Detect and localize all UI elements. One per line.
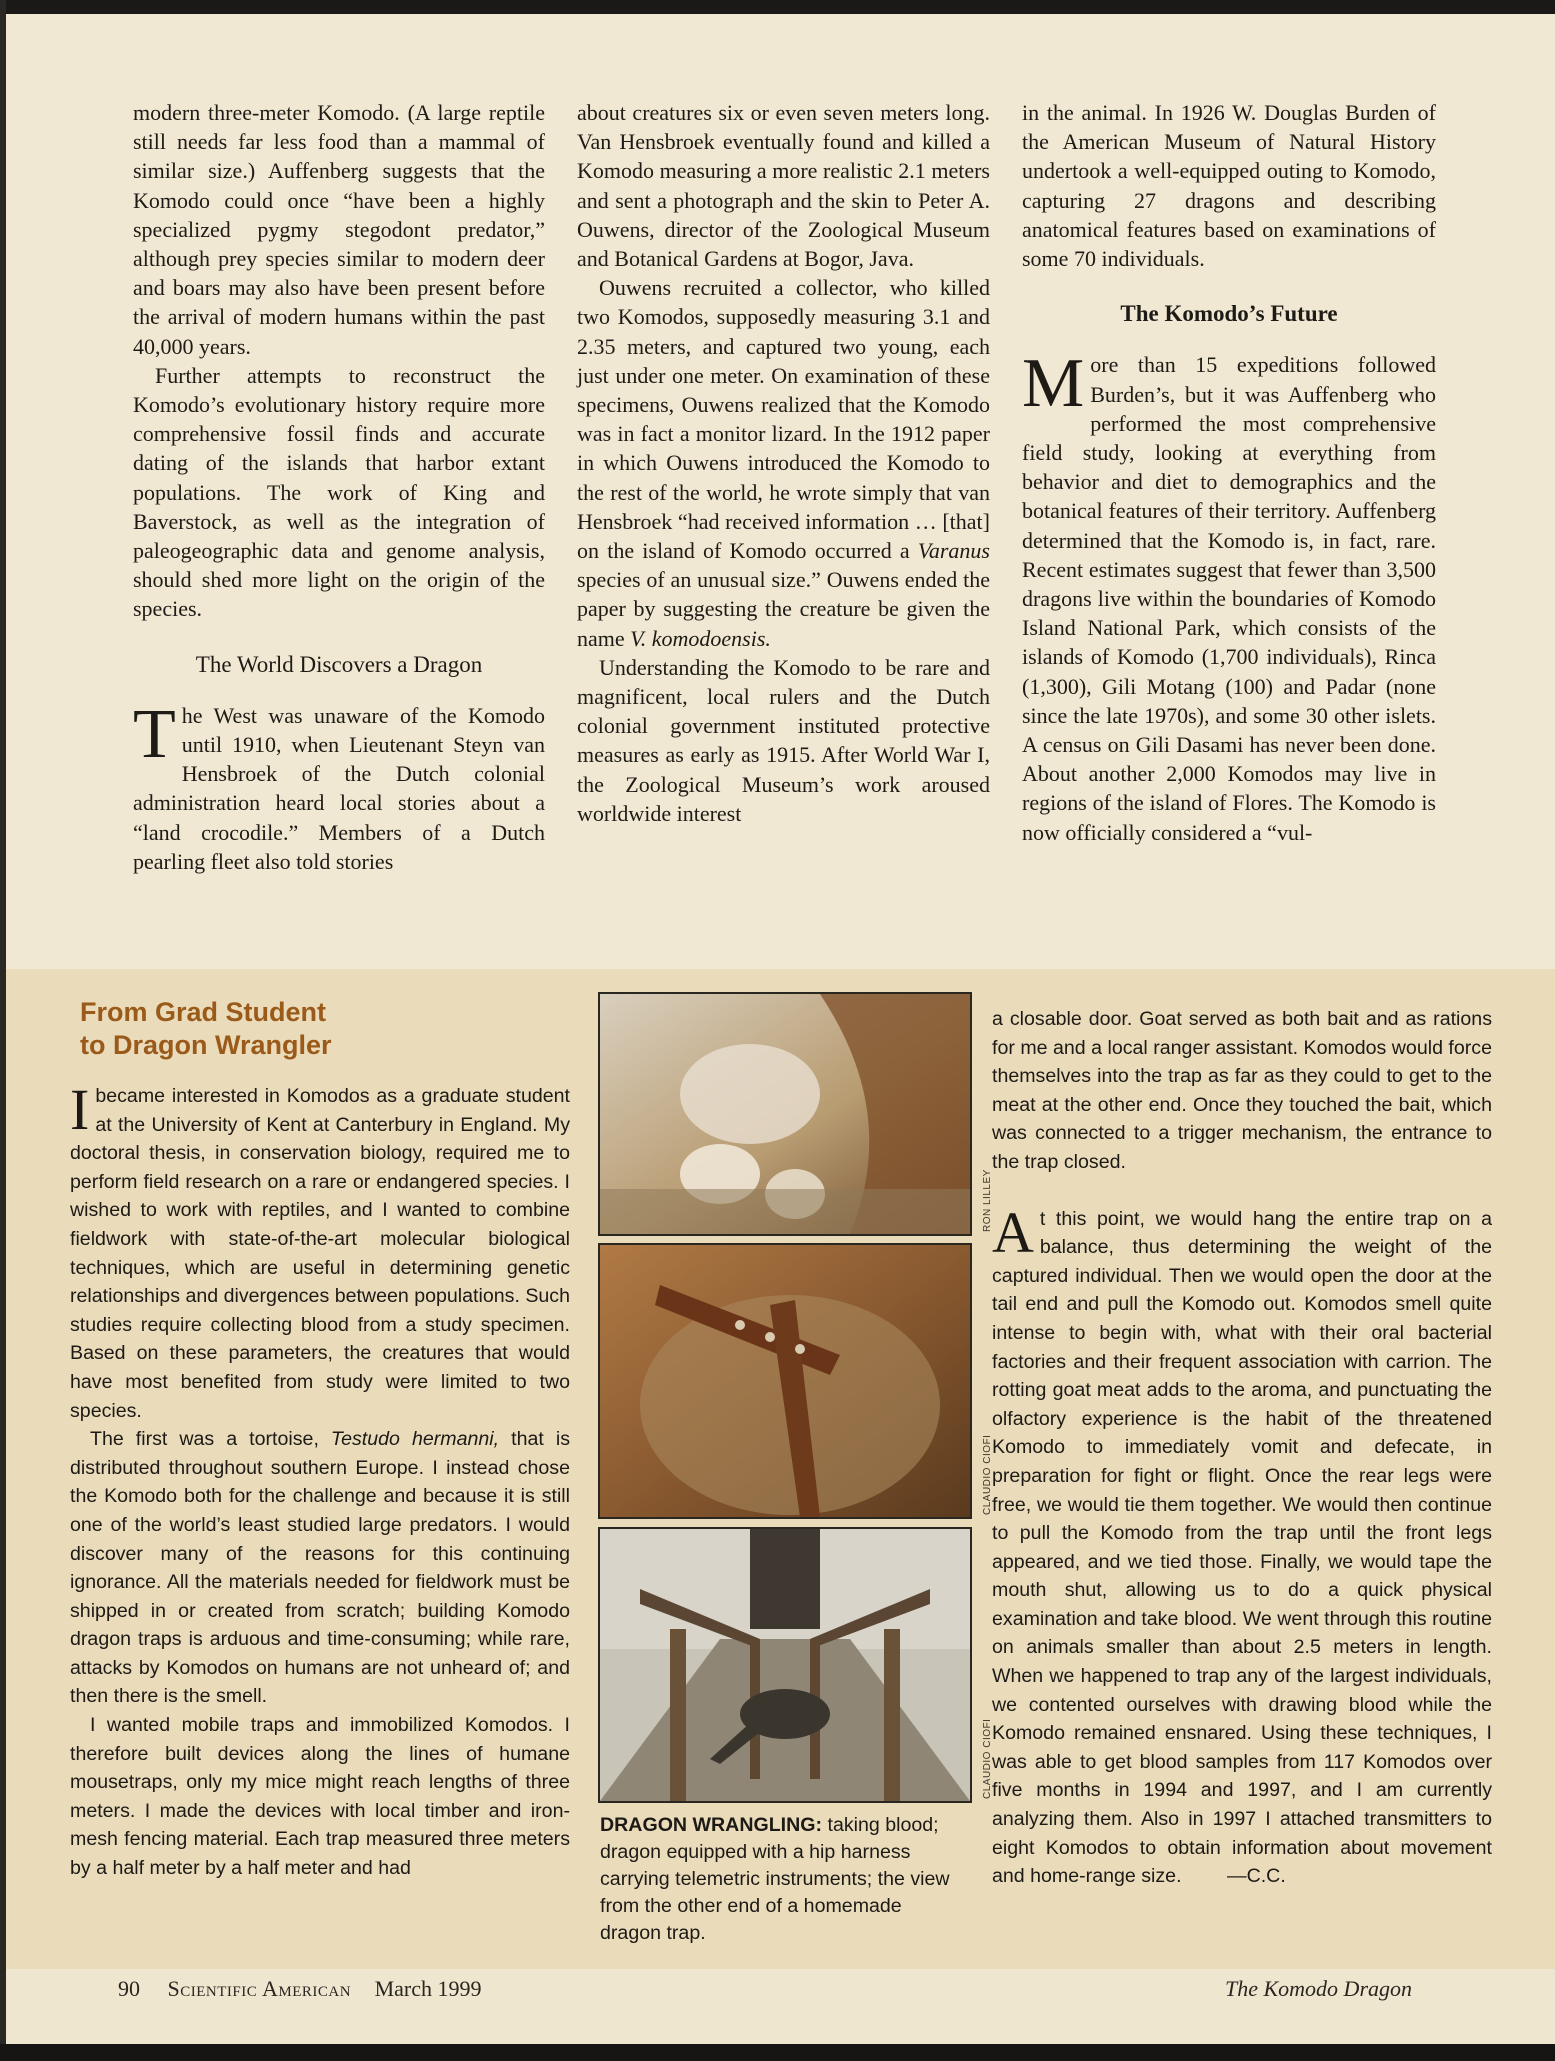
issue-date: March 1999 [374, 1976, 482, 2001]
drop-cap-i: I [70, 1077, 90, 1142]
sidebar-paragraph-5-text: t this point, we would hang the entire trap on a balance, thus determining the weight of the captured individual. Then we would open the door at the tail end and pull the Komodo out. Komodos smell quite intense to begin with, what with their oral bacterial factories and their frequent association with carrion. The rotting goat meat adds to the aroma, and punctuating the olfactory experience is the habit of the threatened Komodo to immediately vomit and defecate, in preparation for fight or flight. Once the rear legs were free, we would tie them together. We would then continue to pull the Komodo from the trap until the front legs appeared, and we tied those. Finally, we would tape the mouth shut, allowing us to do a quick physical examination and take blood. We went through this routine on animals smaller than about 2.5 meters in length. When we happened to trap any of the largest individuals, we contented ourselves with drawing blood while the Komodo remained ensnared. Using these techniques, I was able to get blood samples from 117 Komodos over five months in 1994 and 1997, and I am currently analyzing them. Also in 1997 I attached transmitters to eight Komodos to obtain information about movement and home-range size. [992, 1207, 1492, 1888]
sidebar-paragraph-1 [70, 1077, 570, 1425]
caption-text: taking blood; dragon equipped with a hip harness carrying telemetric instruments; the view from the other end of a homemade dragon trap. [600, 1814, 950, 1944]
col3-paragraph-1: in the animal. In 1926 W. Douglas Burden of the American Museum of Natural History undertook a well-equipped outing to Komodo, capturing 27 dragons and describing anatomical features based on examinations of some 70 individuals. [1022, 100, 1436, 272]
photo-taking-blood [598, 992, 972, 1236]
section-name: The Komodo Dragon [1225, 1976, 1413, 2001]
author-signature: —C.C. [1226, 1865, 1286, 1888]
sidebar-column-1 [70, 1077, 570, 1883]
col1-paragraph-1: modern three-meter Komodo. (A large reptile still needs far less food than a mammal of similar size.) Auffenberg suggests that the Komodo could once “have been a highly specialized pygmy stegodont predator,” although prey species similar to modern deer and boars may also have been present before the arrival of modern humans within the past 40,000 years. [133, 100, 545, 359]
scan-bottom-edge [0, 2044, 1555, 2061]
article-column-3 [1022, 98, 1436, 847]
species-testudo-hermanni: Testudo hermanni, [330, 1428, 500, 1451]
sidebar-paragraph-2-rest: that is distributed throughout southern Europe. I instead chose the Komodo both for the challenge and because it is still one of the world’s least studied large predators. I would discover many of the reasons for this continuing ignorance. All the materials needed for fieldwork must be shipped in or created from scratch; building Komodo dragon traps is arduous and time-consuming; while rare, attacks by Komodos on humans are not unheard of; and then there is the smell. [70, 1428, 570, 1708]
sidebar-paragraph-1-text: became interested in Komodos as a graduate student at the University of Kent at Canterbury in England. My doctoral thesis, in conservation biology, required me to perform field research on a rare or endangered species. I wished to work with reptiles, and I wanted to combine fieldwork with state-of-the-art molecular biological techniques, which are useful in determining genetic relationships and divergences between populations. Such studies require collecting blood from a study specimen. Based on these parameters, the creatures that would have most benefited from study were limited to two species. [70, 1085, 570, 1422]
article-column-2 [577, 98, 990, 828]
col2-paragraph-2-text: Ouwens recruited a collector, who killed two Komodos, supposedly measuring 3.1 and 2.35 meters, and captured two young, each just under one meter. On examination of these specimens, Ouwens realized that the Komodo was in fact a monitor lizard. In the 1912 paper in which Ouwens introduced the Komodo to the rest of the world, he wrote simply that van Hensbroek “had received information … [that] on the island of Komodo occurred a [577, 275, 990, 564]
photo-credit-1: RON LILLEY [982, 1169, 993, 1232]
sidebar-paragraph-4: a closable door. Goat served as both bait and as rations for me and a local ranger assistant. Komodos would force themselves into the trap as far as they could to get to the meat at the other end. Once they touched the bait, which was connected to a trigger mechanism, the entrance to the trap closed. [992, 1008, 1492, 1173]
drop-cap-a: A [992, 1199, 1034, 1265]
photo-hip-harness-image [600, 1245, 970, 1517]
magazine-name: Scientific American [167, 1976, 352, 2001]
col2-paragraph-2-end: species of an unusual size.” Ouwens ended the paper by suggesting the creature be given the name [577, 567, 990, 651]
photo-dragon-trap [598, 1527, 972, 1803]
sidebar-paragraph-2 [70, 1425, 570, 1711]
scan-top-edge [0, 0, 1555, 14]
col3-paragraph-2-text: ore than 15 expeditions followed Burden’s, but it was Auffenberg who performed the most comprehensive field study, looking at everything from behavior and diet to demographics and the botanical features of their territory. Auffenberg determined that the Komodo is, in fact, rare. Recent estimates suggest that fewer than 3,500 dragons live within the boundaries of Komodo Island National Park, which consists of the islands of Komodo (1,700 individuals), Rinca (1,300), Gili Motang (100) and Padar (none since the late 1970s), and some 30 other islets. A census on Gili Dasami has never been done. About another 2,000 Komodos may live in regions of the island of Flores. The Komodo is now officially considered a “vul- [1022, 352, 1436, 845]
col1-paragraph-2: Further attempts to reconstruct the Komodo’s evolutionary history require more comprehensive fossil finds and accurate dating of the islands that harbor extant populations. The work of King and Baverstock, as well as the integration of paleogeographic data and genome analysis, should shed more light on the origin of the species. [133, 362, 545, 622]
section-heading-komodo-future: The Komodo’s Future [1120, 301, 1338, 327]
footer-right [1225, 1976, 1412, 2002]
photo-credit-2: CLAUDIO CIOFI [982, 1434, 993, 1515]
sidebar-title [80, 996, 500, 1062]
sidebar-paragraph-5 [992, 1199, 1492, 1891]
page-number: 90 [118, 1976, 140, 2001]
col2-paragraph-3: Understanding the Komodo to be rare and magnificent, local rulers and the Dutch colonial government instituted protective measures as early as 1915. After World War I, the Zoological Museum’s work aroused worldwide interest [577, 654, 990, 826]
sidebar-title-line-1: From Grad Student [80, 997, 327, 1027]
photo-credit-3: CLAUDIO CIOFI [982, 1718, 993, 1799]
drop-cap-m: M [1022, 345, 1085, 423]
col2-paragraph-1: about creatures six or even seven meters long. Van Hensbroek eventually found and killed a Komodo measuring a more realistic 2.1 meters and sent a photograph and the skin to Peter A. Ouwens, director of the Zoological Museum and Botanical Gardens at Bogor, Java. [577, 100, 990, 272]
sidebar-title-line-2: to Dragon Wrangler [80, 1030, 332, 1060]
genus-varanus: Varanus [917, 538, 990, 564]
sidebar-paragraph-2-start: The first was a tortoise, [90, 1428, 319, 1451]
sidebar-paragraph-3: I wanted mobile traps and immobilized Komodos. I therefore built devices along the lines of humane mousetraps, only my mice might reach lengths of three meters. I made the devices with local timber and iron-mesh fencing material. Each trap measured three meters by a half meter by a half meter and had [70, 1714, 570, 1880]
photo-caption [600, 1812, 968, 1947]
scan-left-edge [0, 0, 6, 2061]
photo-dragon-trap-image [600, 1529, 970, 1801]
section-heading-world-discovers: The World Discovers a Dragon [195, 651, 483, 677]
col1-paragraph-3-text: he West was unaware of the Komodo until 1910, when Lieutenant Steyn van Hensbroek of the Dutch colonial administration heard local stories about a “land crocodile.” Members of a Dutch pearling fleet also told stories [133, 702, 545, 874]
photo-taking-blood-image [600, 994, 970, 1234]
footer-left [118, 1976, 482, 2002]
sidebar-column-2 [992, 1005, 1492, 1891]
col1-paragraph-3 [133, 695, 545, 876]
article-column-1 [133, 98, 545, 876]
caption-label: DRAGON WRANGLING: [600, 1814, 823, 1836]
drop-cap-t: T [133, 695, 176, 773]
photo-hip-harness [598, 1243, 972, 1519]
species-komodoensis: V. komodoensis. [630, 625, 771, 651]
col3-paragraph-2 [1022, 345, 1436, 846]
col2-paragraph-2 [577, 273, 990, 653]
